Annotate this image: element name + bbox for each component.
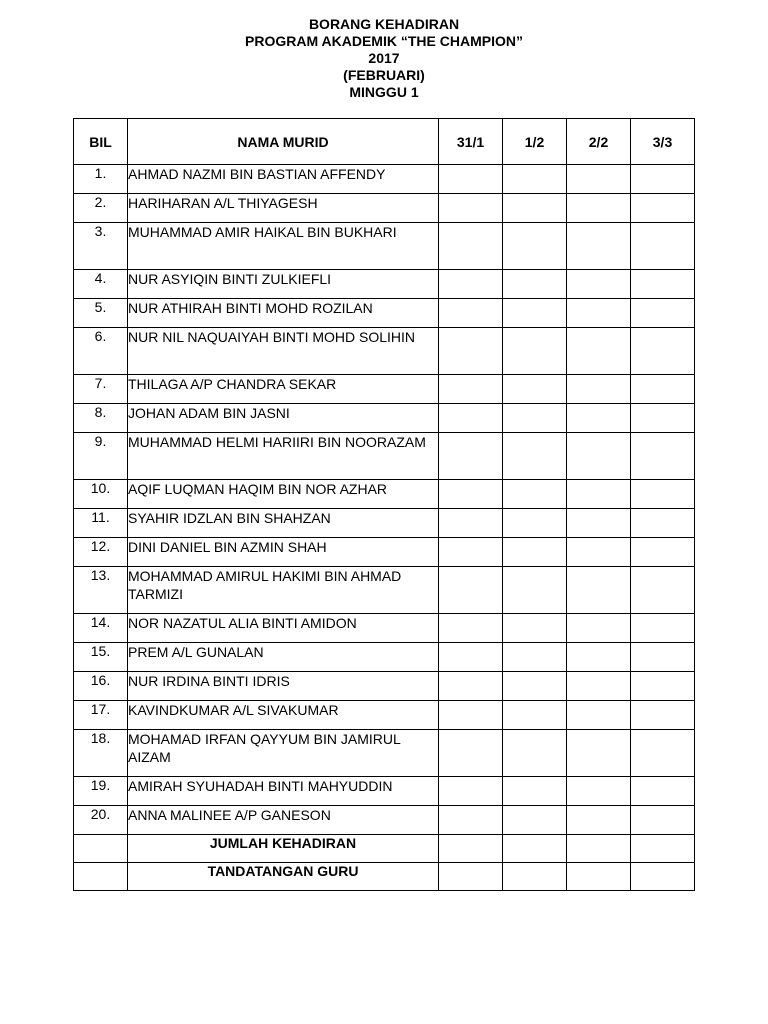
row-number: 15. [74,643,128,672]
header-bil: BIL [74,119,128,165]
table-row [74,194,695,223]
attendance-cell[interactable] [567,672,631,701]
attendance-cell[interactable] [439,806,503,835]
student-name: DINI DANIEL BIN AZMIN SHAH [128,538,439,567]
attendance-cell[interactable] [439,614,503,643]
attendance-cell[interactable] [503,270,567,299]
attendance-cell[interactable] [503,194,567,223]
table-row [74,375,695,404]
student-name: NOR NAZATUL ALIA BINTI AMIDON [128,614,439,643]
row-number: 7. [74,375,128,404]
table-row [74,223,695,270]
attendance-cell[interactable] [631,672,695,701]
attendance-cell[interactable] [631,480,695,509]
row-number: 6. [74,328,128,375]
attendance-cell[interactable] [567,730,631,777]
row-number: 5. [74,299,128,328]
attendance-cell[interactable] [631,643,695,672]
student-name: PREM A/L GUNALAN [128,643,439,672]
attendance-cell[interactable] [503,509,567,538]
row-number: 10. [74,480,128,509]
attendance-cell[interactable] [567,433,631,480]
table-row [74,567,695,614]
attendance-cell[interactable] [439,672,503,701]
attendance-cell[interactable] [439,194,503,223]
attendance-cell[interactable] [567,194,631,223]
student-name: NUR IRDINA BINTI IDRIS [128,672,439,701]
student-name: MOHAMMAD AMIRUL HAKIMI BIN AHMAD TARMIZI [128,567,439,614]
attendance-cell[interactable] [439,777,503,806]
attendance-cell[interactable] [567,701,631,730]
attendance-cell[interactable] [567,538,631,567]
table-row [74,643,695,672]
attendance-cell[interactable] [439,538,503,567]
table-row [74,509,695,538]
attendance-cell[interactable] [567,509,631,538]
student-name: AHMAD NAZMI BIN BASTIAN AFFENDY [128,165,439,194]
attendance-cell[interactable] [631,567,695,614]
signature-label: TANDATANGAN GURU [128,863,439,891]
signature-cell[interactable] [439,863,503,891]
attendance-cell[interactable] [503,614,567,643]
row-number: 1. [74,165,128,194]
attendance-cell[interactable] [503,567,567,614]
attendance-cell[interactable] [567,835,631,863]
signature-cell[interactable] [503,863,567,891]
signature-cell[interactable] [567,863,631,891]
attendance-cell[interactable] [503,777,567,806]
table-row [74,806,695,835]
program-name: PROGRAM AKADEMIK “THE CHAMPION” [245,33,523,49]
table-row [74,672,695,701]
row-number: 12. [74,538,128,567]
attendance-cell[interactable] [567,643,631,672]
attendance-cell[interactable] [631,806,695,835]
attendance-cell[interactable] [439,835,503,863]
row-number: 20. [74,806,128,835]
attendance-cell[interactable] [503,643,567,672]
student-name: NUR ATHIRAH BINTI MOHD ROZILAN [128,299,439,328]
attendance-table [73,118,695,891]
attendance-cell[interactable] [439,270,503,299]
attendance-cell[interactable] [439,643,503,672]
attendance-cell[interactable] [631,538,695,567]
attendance-cell[interactable] [439,299,503,328]
attendance-cell[interactable] [567,270,631,299]
attendance-cell[interactable] [503,299,567,328]
row-number: 8. [74,404,128,433]
table-row [74,328,695,375]
attendance-cell[interactable] [503,433,567,480]
attendance-cell[interactable] [567,480,631,509]
attendance-cell[interactable] [503,806,567,835]
header-date: 2/2 [567,119,631,165]
student-name: THILAGA A/P CHANDRA SEKAR [128,375,439,404]
total-label: JUMLAH KEHADIRAN [128,835,439,863]
table-row [74,299,695,328]
row-number: 11. [74,509,128,538]
attendance-cell[interactable] [567,165,631,194]
student-name: HARIHARAN A/L THIYAGESH [128,194,439,223]
header-date: 3/3 [631,119,695,165]
signature-cell[interactable] [631,863,695,891]
row-number: 17. [74,701,128,730]
attendance-cell[interactable] [631,730,695,777]
attendance-cell[interactable] [631,299,695,328]
attendance-cell[interactable] [631,270,695,299]
attendance-cell[interactable] [567,223,631,270]
row-number: 19. [74,777,128,806]
attendance-cell[interactable] [439,509,503,538]
student-name: AMIRAH SYUHADAH BINTI MAHYUDDIN [128,777,439,806]
total-row [74,835,695,863]
attendance-cell[interactable] [631,777,695,806]
attendance-cell[interactable] [503,165,567,194]
attendance-cell[interactable] [631,835,695,863]
attendance-cell[interactable] [503,223,567,270]
attendance-cell[interactable] [439,701,503,730]
attendance-cell[interactable] [567,299,631,328]
attendance-cell[interactable] [503,375,567,404]
attendance-cell[interactable] [631,328,695,375]
attendance-cell[interactable] [631,194,695,223]
attendance-cell[interactable] [567,375,631,404]
attendance-cell[interactable] [439,480,503,509]
form-title: BORANG KEHADIRAN [308,16,460,32]
attendance-cell[interactable] [439,433,503,480]
table-row [74,480,695,509]
attendance-cell[interactable] [631,223,695,270]
attendance-cell[interactable] [439,165,503,194]
student-name: KAVINDKUMAR A/L SIVAKUMAR [128,701,439,730]
attendance-cell[interactable] [631,433,695,480]
header-name: NAMA MURID [128,119,439,165]
header-row [74,119,695,165]
student-name: SYAHIR IDZLAN BIN SHAHZAN [128,509,439,538]
attendance-cell[interactable] [503,404,567,433]
attendance-cell[interactable] [503,730,567,777]
student-name: NUR ASYIQIN BINTI ZULKIEFLI [128,270,439,299]
student-name: MUHAMMAD HELMI HARIIRI BIN NOORAZAM [128,433,439,480]
attendance-cell[interactable] [503,701,567,730]
attendance-cell[interactable] [567,777,631,806]
table-row [74,270,695,299]
row-number: 14. [74,614,128,643]
row-number: 9. [74,433,128,480]
attendance-cell[interactable] [439,730,503,777]
table-row [74,404,695,433]
attendance-cell[interactable] [503,538,567,567]
student-name: NUR NIL NAQUAIYAH BINTI MOHD SOLIHIN [128,328,439,375]
attendance-cell[interactable] [567,567,631,614]
row-number: 3. [74,223,128,270]
header-date: 31/1 [439,119,503,165]
attendance-cell[interactable] [631,509,695,538]
form-heading [0,16,768,101]
attendance-cell[interactable] [503,835,567,863]
row-number: 18. [74,730,128,777]
year: 2017 [368,50,400,66]
total-bil-cell [74,835,128,863]
attendance-cell[interactable] [439,567,503,614]
month: (FEBRUARI) [343,67,425,83]
attendance-cell[interactable] [567,806,631,835]
attendance-cell[interactable] [631,375,695,404]
student-name: MUHAMMAD AMIR HAIKAL BIN BUKHARI [128,223,439,270]
row-number: 13. [74,567,128,614]
attendance-cell[interactable] [439,328,503,375]
student-name: AQIF LUQMAN HAQIM BIN NOR AZHAR [128,480,439,509]
student-name: MOHAMAD IRFAN QAYYUM BIN JAMIRUL AIZAM [128,730,439,777]
attendance-cell[interactable] [439,404,503,433]
row-number: 4. [74,270,128,299]
table-row [74,433,695,480]
attendance-cell[interactable] [567,614,631,643]
attendance-cell[interactable] [631,701,695,730]
header-date: 1/2 [503,119,567,165]
attendance-cell[interactable] [503,480,567,509]
attendance-cell[interactable] [631,614,695,643]
attendance-cell[interactable] [631,165,695,194]
student-name: ANNA MALINEE A/P GANESON [128,806,439,835]
attendance-cell[interactable] [503,672,567,701]
attendance-cell[interactable] [567,404,631,433]
table-row [74,538,695,567]
table-row [74,614,695,643]
signature-row [74,863,695,891]
row-number: 2. [74,194,128,223]
attendance-cell[interactable] [503,328,567,375]
student-name: JOHAN ADAM BIN JASNI [128,404,439,433]
attendance-cell[interactable] [567,328,631,375]
attendance-cell[interactable] [439,375,503,404]
table-row [74,165,695,194]
signature-bil-cell [74,863,128,891]
week: MINGGU 1 [349,84,419,100]
table-row [74,730,695,777]
table-row [74,701,695,730]
attendance-cell[interactable] [631,404,695,433]
row-number: 16. [74,672,128,701]
attendance-cell[interactable] [439,223,503,270]
table-row [74,777,695,806]
